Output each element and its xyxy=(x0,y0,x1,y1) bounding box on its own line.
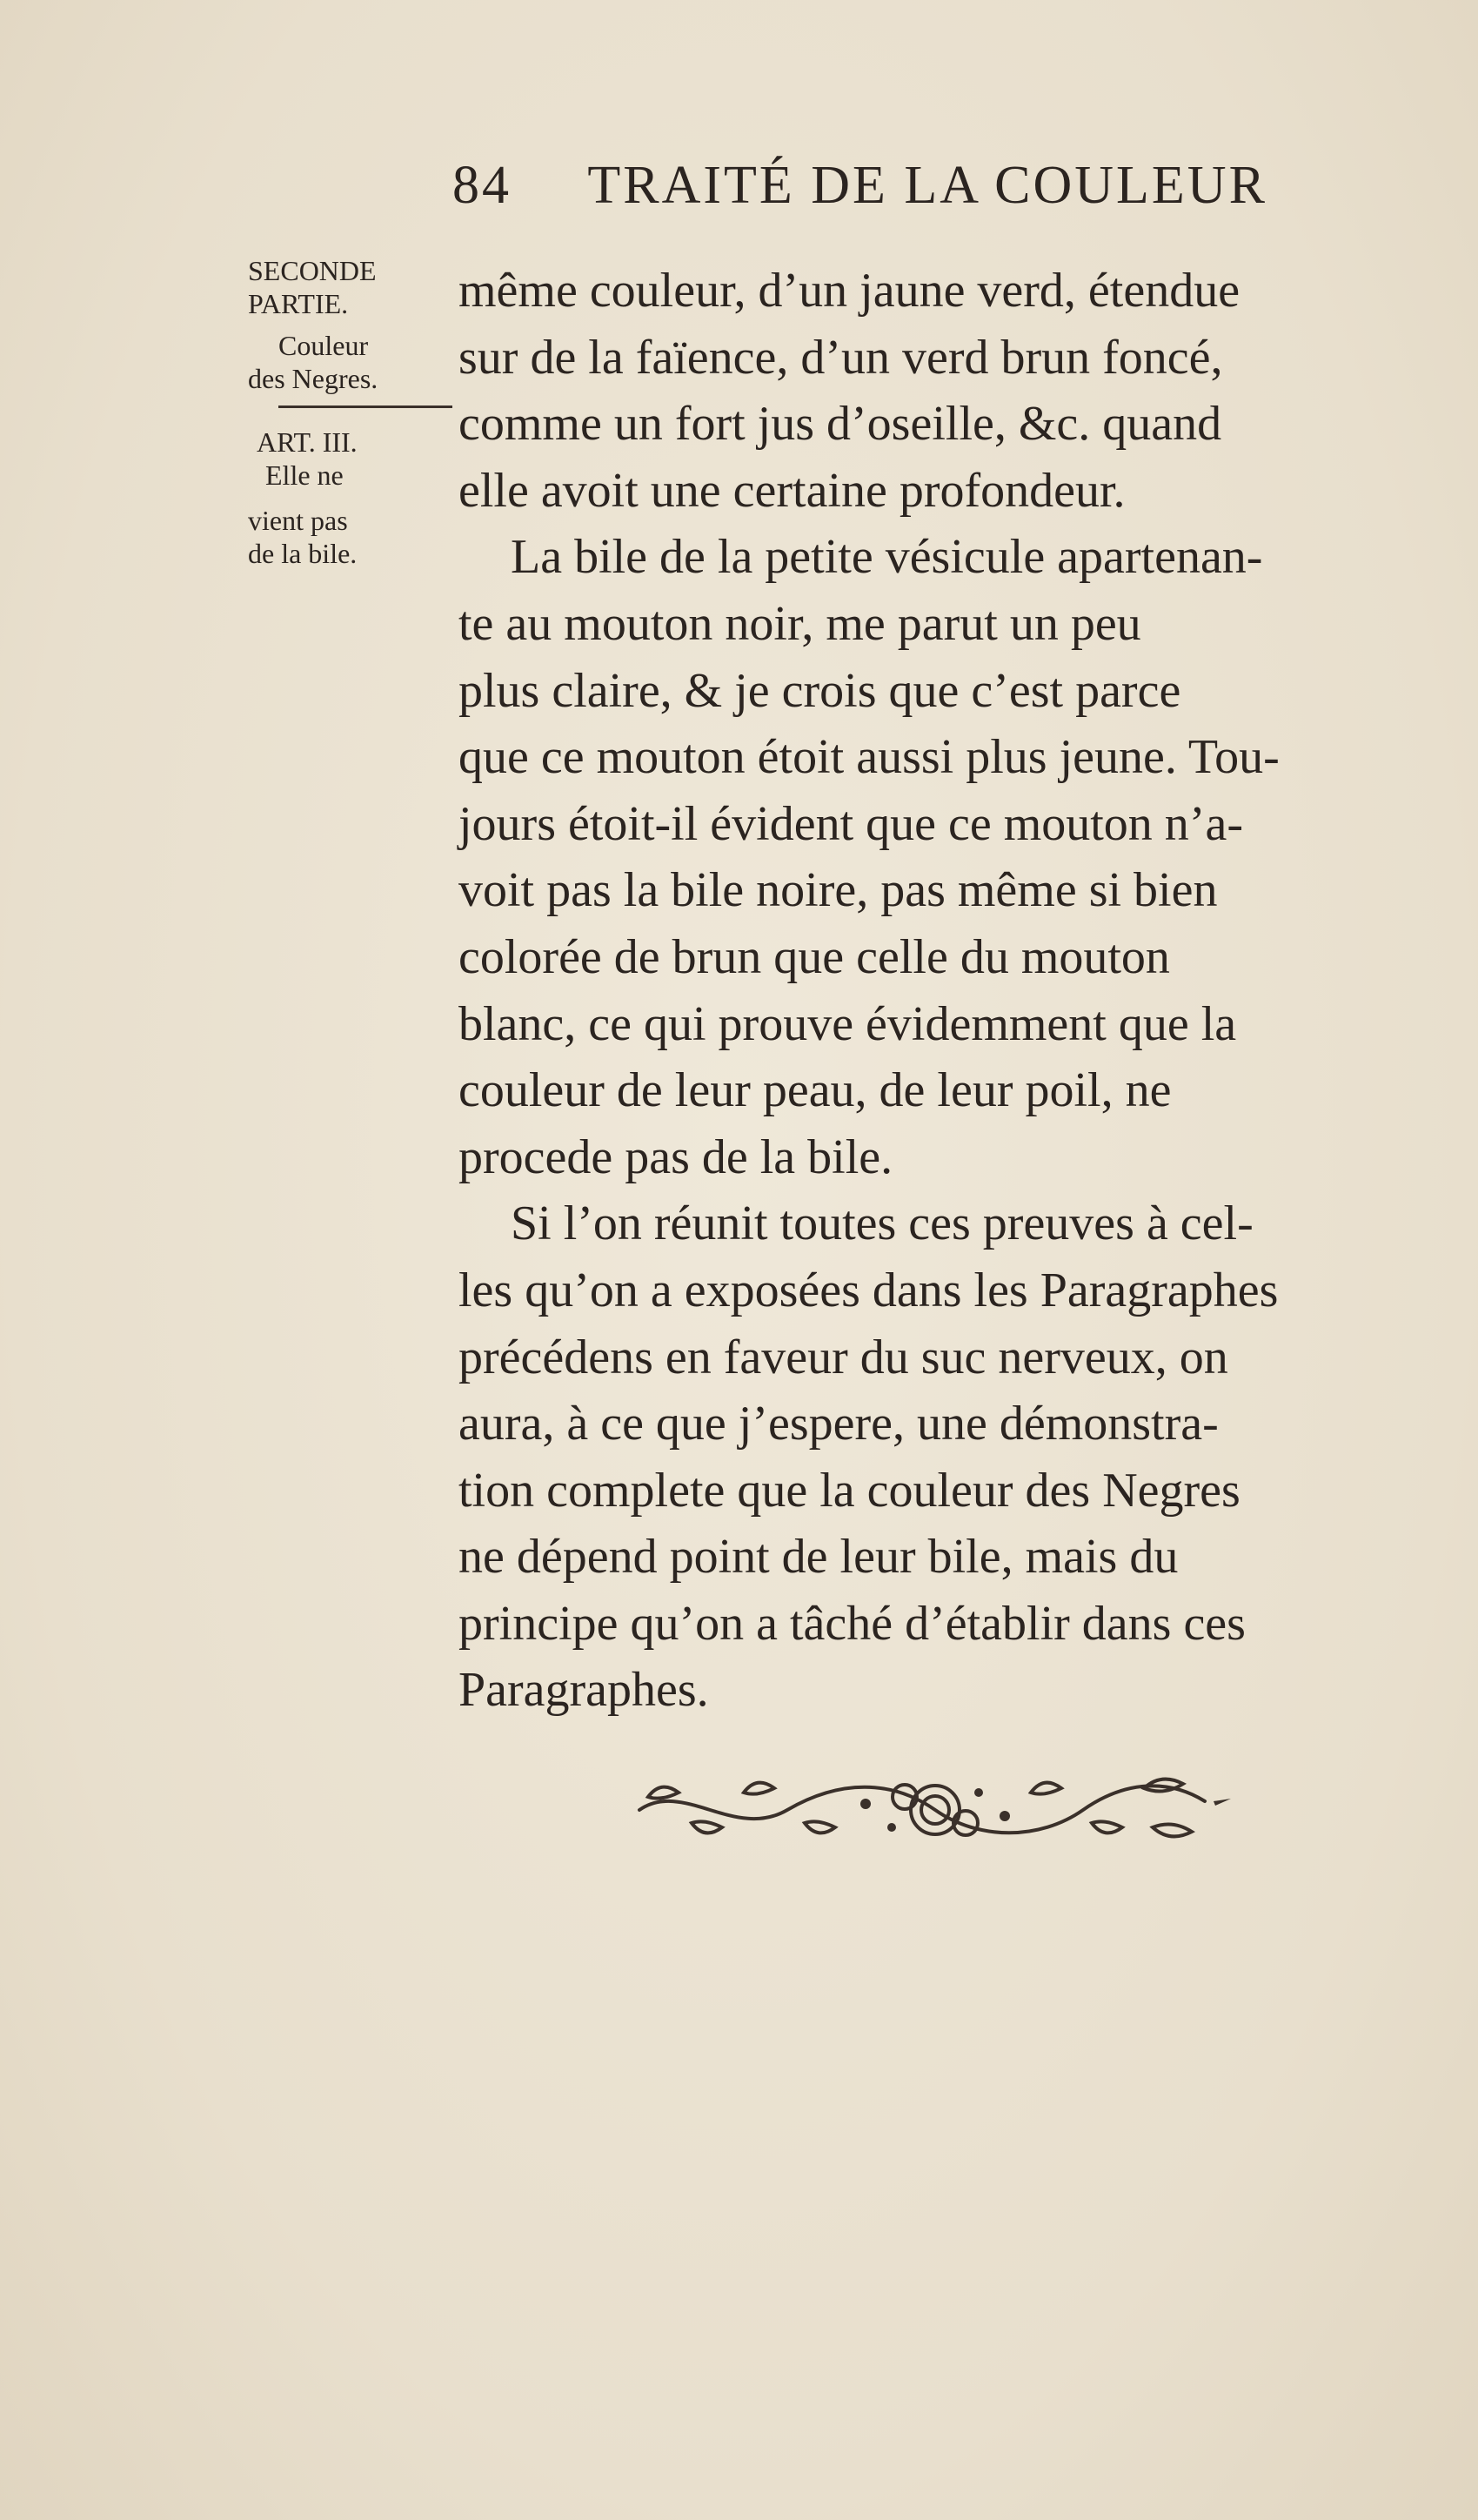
body-text xyxy=(458,258,1381,1724)
margin-note-topic: Couleur xyxy=(278,330,369,361)
floral-ornament xyxy=(631,1762,1240,1858)
text-line: aura, à ce que j’espere, une démonstra- xyxy=(458,1397,1219,1451)
text-line: Paragraphes. xyxy=(458,1663,709,1718)
text-line: comme un fort jus d’oseille, &c. quand xyxy=(458,397,1222,452)
text-line: principe qu’on a tâché d’établir dans ces xyxy=(458,1596,1246,1651)
text-line: blanc, ce qui prouve évidemment que la xyxy=(458,996,1237,1051)
text-line: La bile de la petite vésicule apartenan- xyxy=(511,530,1263,585)
running-title: TRAITÉ DE LA COULEUR xyxy=(587,156,1267,215)
text-line: Si l’on réunit toutes ces preuves à cel- xyxy=(511,1196,1254,1251)
running-header xyxy=(452,155,1340,216)
text-line: précédens en faveur du suc nerveux, on xyxy=(458,1330,1228,1384)
text-line: procede pas de la bile. xyxy=(458,1129,893,1184)
margin-note-article: ART. III. xyxy=(257,426,358,458)
page-number: 84 xyxy=(452,156,512,215)
text-line: voit pas la bile noire, pas même si bien xyxy=(458,863,1218,918)
margin-note-summary: Elle ne xyxy=(265,459,344,491)
text-line: les qu’on a exposées dans les Paragraphes xyxy=(458,1263,1279,1317)
marginal-notes xyxy=(248,254,465,570)
margin-rule xyxy=(278,405,452,408)
margin-note-part-2: PARTIE. xyxy=(248,288,349,319)
text-line: te au mouton noir, me parut un peu xyxy=(458,596,1141,651)
text-line: que ce mouton étoit aussi plus jeune. Tou- xyxy=(458,730,1280,785)
margin-note-topic-2: des Negres. xyxy=(248,363,378,394)
text-line: même couleur, d’un jaune verd, étendue xyxy=(458,264,1241,318)
text-line: couleur de leur peau, de leur poil, ne xyxy=(458,1063,1172,1118)
text-line: plus claire, & je crois que c’est parce xyxy=(458,663,1181,718)
text-line: tion complete que la couleur des Negres xyxy=(458,1463,1241,1518)
text-line: ne dépend point de leur bile, mais du xyxy=(458,1530,1179,1585)
text-line: colorée de brun que celle du mouton xyxy=(458,929,1170,984)
text-line: sur de la faïence, d’un verd brun foncé, xyxy=(458,330,1223,385)
text-line: elle avoit une certaine profondeur. xyxy=(458,463,1126,518)
text-line: jours étoit-il évident que ce mouton n’a- xyxy=(458,796,1243,851)
margin-note-summary-3: de la bile. xyxy=(248,538,358,569)
margin-note-summary-2: vient pas xyxy=(248,505,348,536)
margin-note-part: SECONDE xyxy=(248,255,377,286)
